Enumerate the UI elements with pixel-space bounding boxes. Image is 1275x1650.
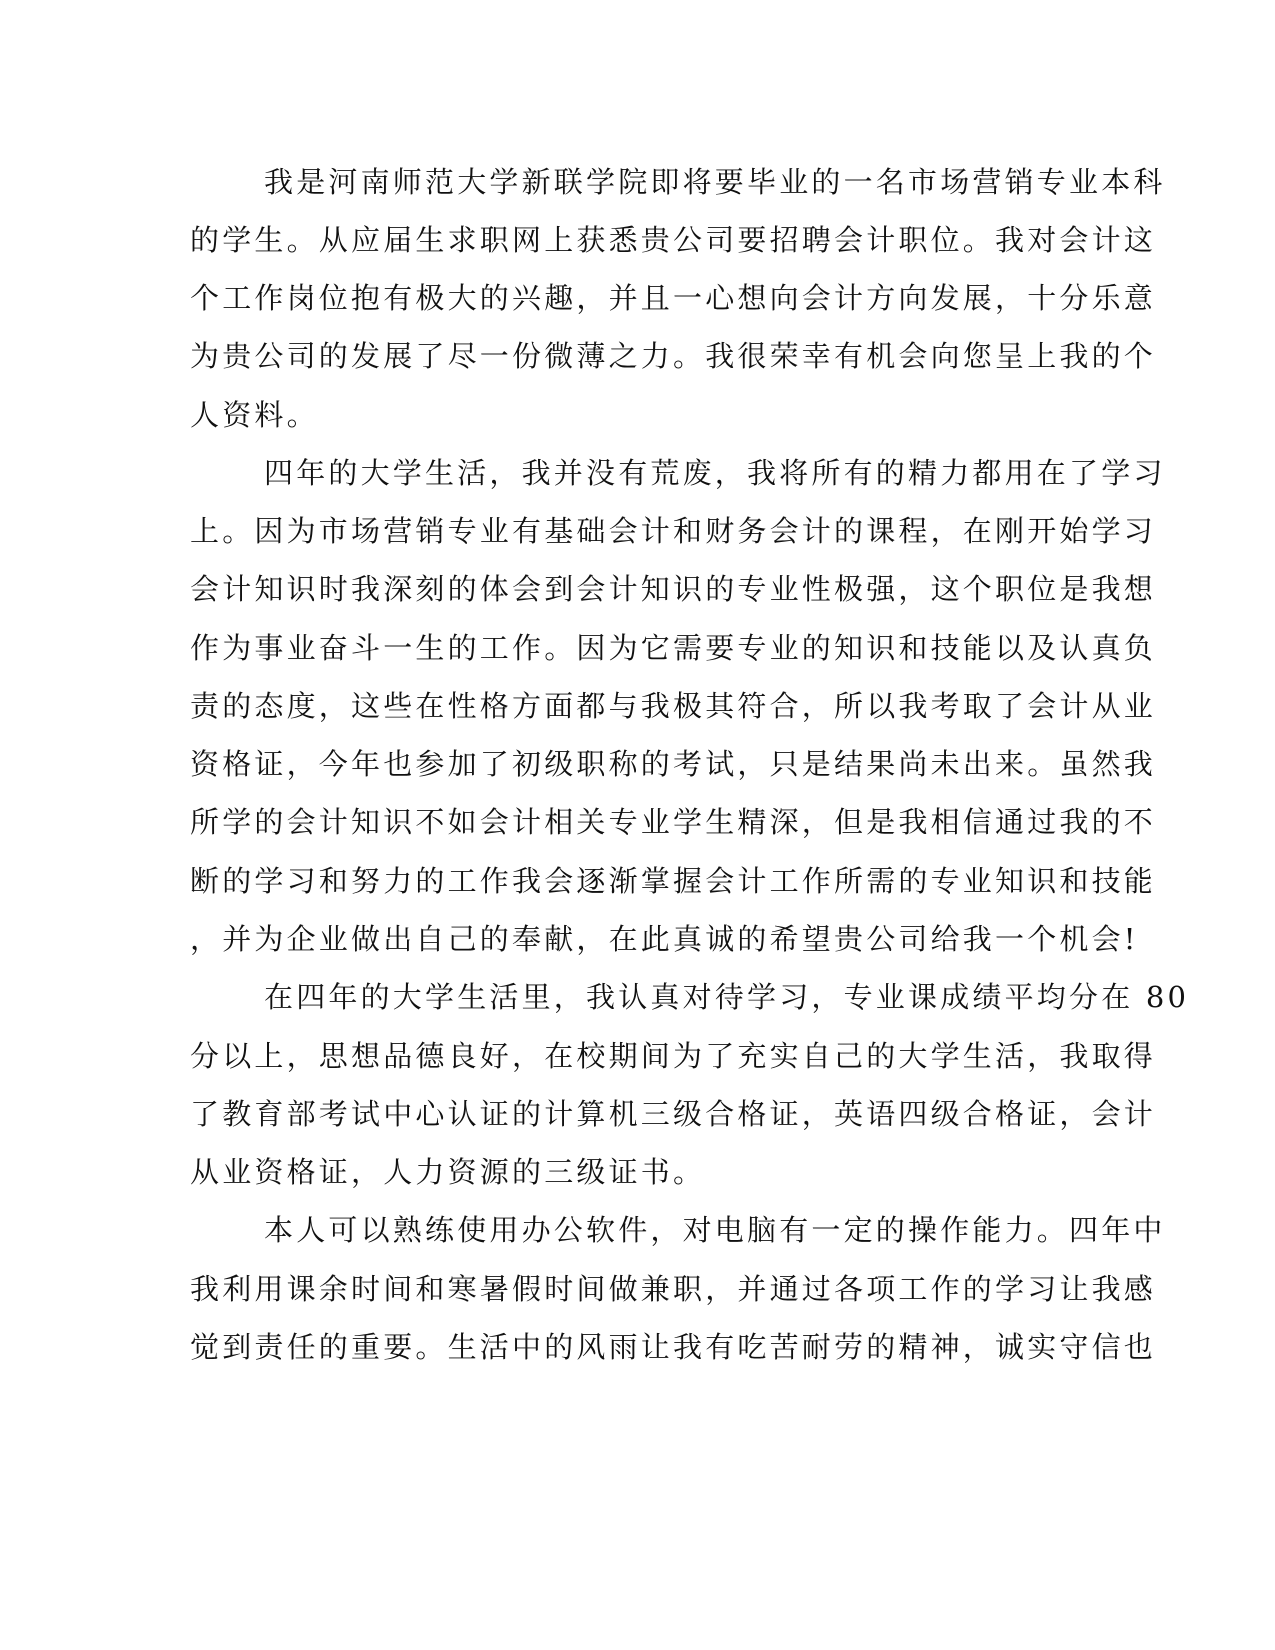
paragraph-4-line-3: 觉到责任的重要。生活中的风雨让我有吃苦耐劳的精神，诚实守信也 (190, 1330, 1157, 1364)
paragraph-3-line-3: 了教育部考试中心认证的计算机三级合格证，英语四级合格证，会计 (190, 1097, 1157, 1131)
paragraph-2-line-6: 资格证，今年也参加了初级职称的考试，只是结果尚未出来。虽然我 (190, 747, 1157, 781)
paragraph-1-line-2: 的学生。从应届生求职网上获悉贵公司要招聘会计职位。我对会计这 (190, 223, 1157, 257)
paragraph-3-line-4: 从业资格证，人力资源的三级证书。 (190, 1155, 706, 1189)
paragraph-3-line-1: 在四年的大学生活里，我认真对待学习，专业课成绩平均分在 80 (264, 980, 1190, 1014)
paragraph-1-line-5: 人资料。 (190, 398, 319, 432)
paragraph-1-line-1: 我是河南师范大学新联学院即将要毕业的一名市场营销专业本科 (264, 165, 1166, 199)
paragraph-2-line-4: 作为事业奋斗一生的工作。因为它需要专业的知识和技能以及认真负 (190, 631, 1157, 665)
paragraph-4-line-2: 我利用课余时间和寒暑假时间做兼职，并通过各项工作的学习让我感 (190, 1272, 1157, 1306)
paragraph-2-line-2: 上。因为市场营销专业有基础会计和财务会计的课程，在刚开始学习 (190, 514, 1157, 548)
paragraph-4-line-1: 本人可以熟练使用办公软件，对电脑有一定的操作能力。四年中 (264, 1213, 1166, 1247)
paragraph-3-line-2: 分以上，思想品德良好，在校期间为了充实自己的大学生活，我取得 (190, 1039, 1157, 1073)
paragraph-2-line-3: 会计知识时我深刻的体会到会计知识的专业性极强，这个职位是我想 (190, 572, 1157, 606)
paragraph-1-line-3: 个工作岗位抱有极大的兴趣，并且一心想向会计方向发展，十分乐意 (190, 281, 1157, 315)
paragraph-2-line-9: ，并为企业做出自己的奉献，在此真诚的希望贵公司给我一个机会! (190, 922, 1139, 956)
paragraph-2-line-1: 四年的大学生活，我并没有荒废，我将所有的精力都用在了学习 (264, 456, 1166, 490)
paragraph-2-line-8: 断的学习和努力的工作我会逐渐掌握会计工作所需的专业知识和技能 (190, 864, 1157, 898)
paragraph-2-line-7: 所学的会计知识不如会计相关专业学生精深，但是我相信通过我的不 (190, 805, 1157, 839)
paragraph-1-line-4: 为贵公司的发展了尽一份微薄之力。我很荣幸有机会向您呈上我的个 (190, 339, 1157, 373)
paragraph-2-line-5: 责的态度，这些在性格方面都与我极其符合，所以我考取了会计从业 (190, 689, 1157, 723)
